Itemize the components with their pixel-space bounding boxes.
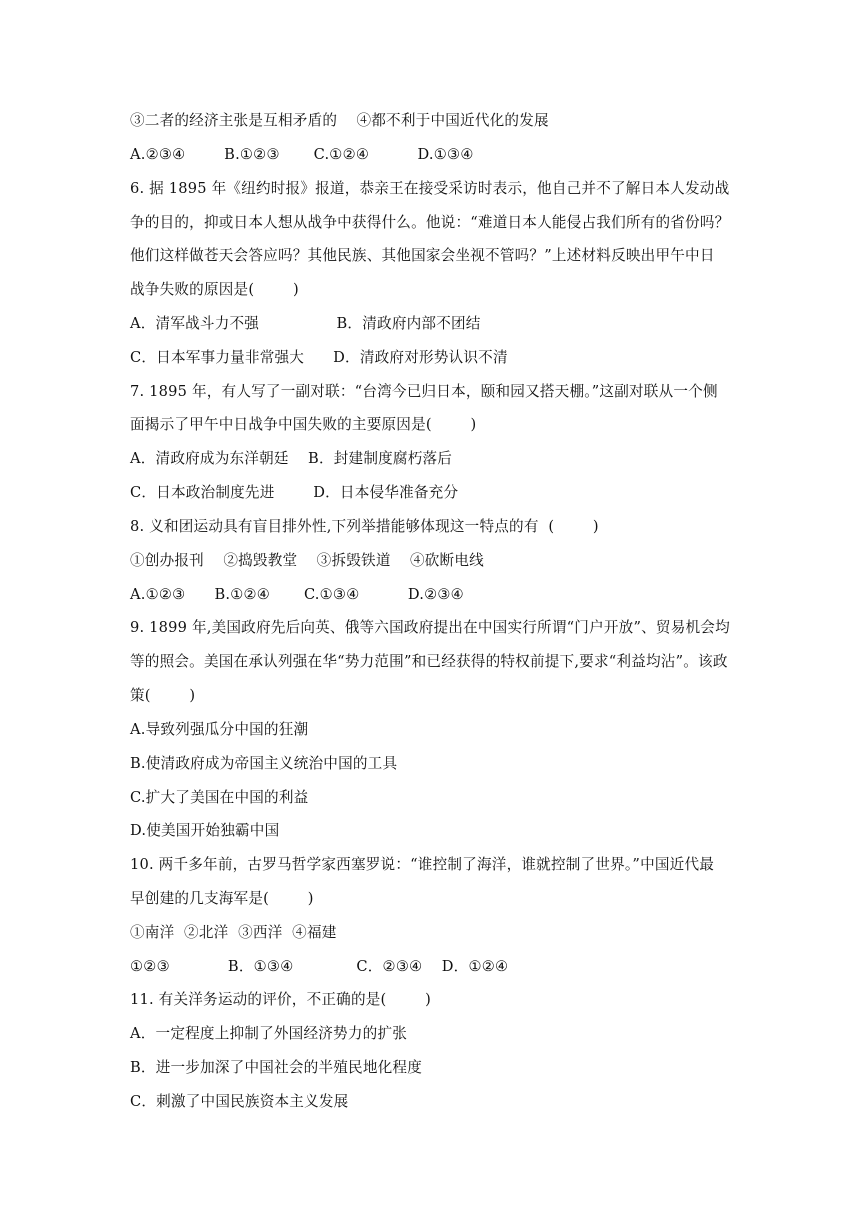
text-line: A.②③④ B.①②③ C.①②④ D.①③④ [130,146,474,163]
text-line: 面揭示了甲午中日战争中国失败的主要原因是( ) [130,416,477,433]
text-line: C．日本政治制度先进 D．日本侵华准备充分 [130,484,459,501]
text-line: 11. 有关洋务运动的评价，不正确的是( ) [130,991,432,1008]
text-line: B.使清政府成为帝国主义统治中国的工具 [130,755,398,772]
text-line: 战争失败的原因是( ) [130,281,299,298]
text-line: 6. 据 1895 年《纽约时报》报道，恭亲王在接受采访时表示，他自己并不了解日本人发动战 [130,180,730,197]
text-line: 9. 1899 年,美国政府先后向英、俄等六国政府提出在中国实行所谓“门户开放”、贸易机会均 [130,619,730,636]
text-line: A.导致列强瓜分中国的狂潮 [130,721,309,738]
text-line: B．进一步加深了中国社会的半殖民地化程度 [130,1059,423,1076]
text-line: 他们这样做苍天会答应吗？其他民族、其他国家会坐视不管吗？”上述材料反映出甲午中日 [130,247,715,264]
text-line: 等的照会。美国在承认列强在华“势力范围”和已经获得的特权前提下,要求“利益均沾”。该政 [130,653,728,670]
text-line: 策( ) [130,687,196,704]
text-line: 早创建的几支海军是( ) [130,890,314,907]
text-line: A．一定程度上抑制了外国经济势力的扩张 [130,1025,408,1042]
text-line: 8. 义和团运动具有盲目排外性,下列举措能够体现这一特点的有 ( ) [130,518,599,535]
text-line: ①南洋 ②北洋 ③西洋 ④福建 [130,924,337,941]
text-line: A.①②③ B.①②④ C.①③④ D.②③④ [130,586,464,603]
text-line: C．刺激了中国民族资本主义发展 [130,1093,349,1110]
text-line: ③二者的经济主张是互相矛盾的 ④都不利于中国近代化的发展 [130,112,549,129]
text-line: A．清政府成为东洋朝廷 B．封建制度腐朽落后 [130,450,453,467]
text-line: ①②③ B．①③④ C．②③④ D．①②④ [130,958,509,975]
text-line: A．清军战斗力不强 B．清政府内部不团结 [130,315,481,332]
text-line: C.扩大了美国在中国的利益 [130,789,309,806]
text-line: 7. 1895 年，有人写了一副对联：“台湾今已归日本，颐和园又搭天棚。”这副对联从一个侧 [130,383,718,400]
text-line: C．日本军事力量非常强大 D．清政府对形势认识不清 [130,349,508,366]
text-line: D.使美国开始独霸中国 [130,822,280,839]
text-line: 10. 两千多年前，古罗马哲学家西塞罗说：“谁控制了海洋，谁就控制了世界。”中国近代最 [130,856,715,873]
text-line: 争的目的，抑或日本人想从战争中获得什么。他说：“难道日本人能侵占我们所有的省份吗？ [130,214,730,231]
text-line: ①创办报刊 ②捣毁教堂 ③拆毁铁道 ④砍断电线 [130,552,484,569]
